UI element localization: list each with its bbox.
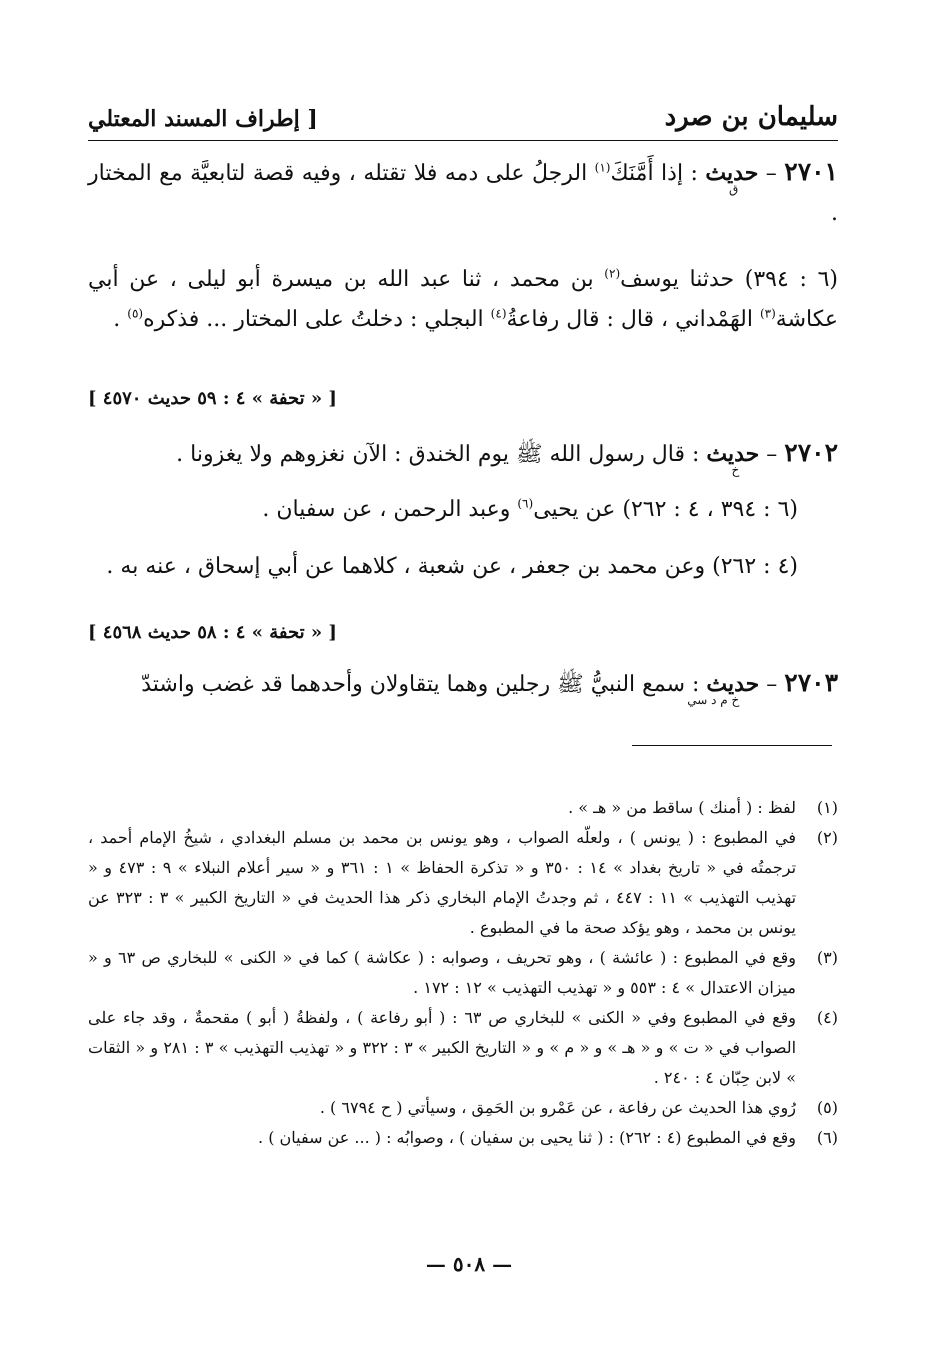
hadith-entry-2703: [88, 663, 838, 705]
footnote-text: لفظ : ( أمنك ) ساقط من « هـ » .: [568, 798, 796, 817]
isnad-2701: (٦ : ٣٩٤) حدثنا يوسف$^{(٢)}$ بن محمد ، ثنا عبد الله بن ميسرة أبو ليلى ، عن أبي عكاشة$^{(٣)}$ الهَمْداني ، قال : قال رفاعةُ$^{(٤)}$ البجلي : دخلتُ على المختار ... فذكره$^{(٥)}$ .: [88, 266, 838, 332]
entry-dash: –: [765, 161, 777, 186]
hadith-entry-2701: [88, 152, 838, 234]
tuhfa-reference-2: [ « تحفة » ٤ : ٥٨ حديث ٤٥٦٨ ]: [88, 622, 337, 643]
isnad-2702-a: (٦ : ٣٩٤ ، ٤ : ٢٦٢) عن يحيى$^{(٦)}$ وعبد الرحمن ، عن سفيان .: [262, 496, 798, 522]
footnote-ref: (٢): [604, 266, 621, 281]
hadith-keyword: حديث خ: [706, 441, 760, 477]
hadith-keyword: حديث ق: [705, 160, 759, 196]
footnote-ref: (٥): [127, 306, 144, 321]
footnote-number: (١): [816, 798, 838, 817]
footnote-3: [88, 943, 838, 1003]
hadith-text: الرجلُ على دمه فلا تقتله ، وفيه قصة لتابعيَّة مع المختار .: [88, 161, 838, 226]
isnad-2702-b: (٤ : ٢٦٢) وعن محمد بن جعفر ، عن شعبة ، كلاهما عن أبي إسحاق ، عنه به .: [106, 554, 798, 579]
source-code: خ م د سي: [687, 693, 740, 707]
hadith-entry-2702: [88, 433, 838, 475]
footnote-number: (٤): [816, 1008, 838, 1027]
footnote-5: [88, 1093, 838, 1123]
source-code: خ: [731, 463, 740, 477]
footnote-6: [88, 1123, 838, 1153]
footnote-text: وقع في المطبوع وفي « الكنى » للبخاري ص ٦٣ : ( أبو رفاعة ) ، ولفظةُ ( أبو ) مقحمةٌ ، وقد جاء على الصواب في « ت » و « هـ » و « م » و « التاريخ الكبير » ٣ : ٣٢٢ و « تهذيب التهذيب » ٣ : ٢٨١ و « الثقات » لابن حِبّان ٤ : ٢٤٠ .: [88, 1008, 797, 1087]
footnote-ref: (٣): [759, 306, 776, 321]
footnote-2: [88, 823, 838, 943]
footnote-text: في المطبوع : ( يونس ) ، ولعلّه الصواب ، وهو يونس بن محمد بن مسلم البغدادي ، شيخُ الإمام أحمد ، ترجمتُه في « تاريخ بغداد » ١٤ : ٣٥٠ و « تذكرة الحفاظ » ١ : ٣٦١ و « سير أعلام النبلاء » ٩ : ٤٧٣ و « تهذيب التهذيب » ١١ : ٤٤٧ ، ثم وجدتُ الإمام البخاري ذكر هذا الحديث في « التاريخ الكبير » ٣ : ٣٢٣ عن يونس بن محمد ، وهو يؤكد صحة ما في المطبوع .: [88, 828, 797, 937]
page-number: — ٥٠٨ —: [425, 1252, 513, 1276]
footnote-text: وقع في المطبوع : ( عائشة ) ، وهو تحريف ، وصوابه : ( عكاشة ) كما في « الكنى » للبخاري ص ٦٣ و « ميزان الاعتدال » ٤ : ٥٥٣ و « تهذيب التهذيب » ١٢ : ١٧٢ .: [88, 948, 797, 997]
running-title-right: سليمان بن صرد: [664, 102, 838, 132]
footnote-separator: [632, 745, 832, 746]
page-header: [88, 100, 838, 141]
running-title-left: [ إطراف المسند المعتلي: [88, 106, 318, 132]
footnote-number: (٢): [816, 828, 838, 847]
footnote-ref: (٦): [517, 496, 534, 511]
footnote-number: (٣): [816, 948, 838, 967]
footnotes: [88, 793, 838, 1153]
hadith-number: ٢٧٠١: [784, 157, 838, 186]
hadith-text: : قال رسول الله ﷺ يوم الخندق : الآن نغزوهم ولا يغزونا .: [176, 442, 707, 467]
hadith-text: : سمع النبيُّ ﷺ رجلين وهما يتقاولان وأحدهما قد غضب واشتدّ: [141, 672, 707, 697]
footnote-ref: (٤): [490, 306, 507, 321]
source-code: ق: [728, 182, 739, 196]
hadith-number: ٢٧٠٢: [784, 438, 838, 467]
entry-dash: –: [766, 442, 778, 467]
footnote-number: (٥): [816, 1098, 838, 1117]
footnote-1: [88, 793, 838, 823]
footnote-ref: (١): [594, 160, 611, 175]
footnote-text: رُوي هذا الحديث عن رفاعة ، عن عَمْرو بن الحَمِق ، وسيأتي ( ح ٦٧٩٤ ) .: [319, 1098, 796, 1117]
hadith-keyword: حديث خ م د سي: [687, 671, 760, 707]
entry-dash: –: [766, 672, 778, 697]
hadith-text: : إذا أَمَّنَكَ: [610, 161, 706, 186]
footnote-text: وقع في المطبوع (٤ : ٢٦٢) : ( ثنا يحيى بن سفيان ) ، وصوابُه : ( ... عن سفيان ) .: [258, 1128, 796, 1147]
footnote-number: (٦): [816, 1128, 838, 1147]
hadith-number: ٢٧٠٣: [784, 668, 838, 697]
footnote-4: [88, 1003, 838, 1093]
tuhfa-reference-1: [ « تحفة » ٤ : ٥٩ حديث ٤٥٧٠ ]: [88, 388, 337, 409]
